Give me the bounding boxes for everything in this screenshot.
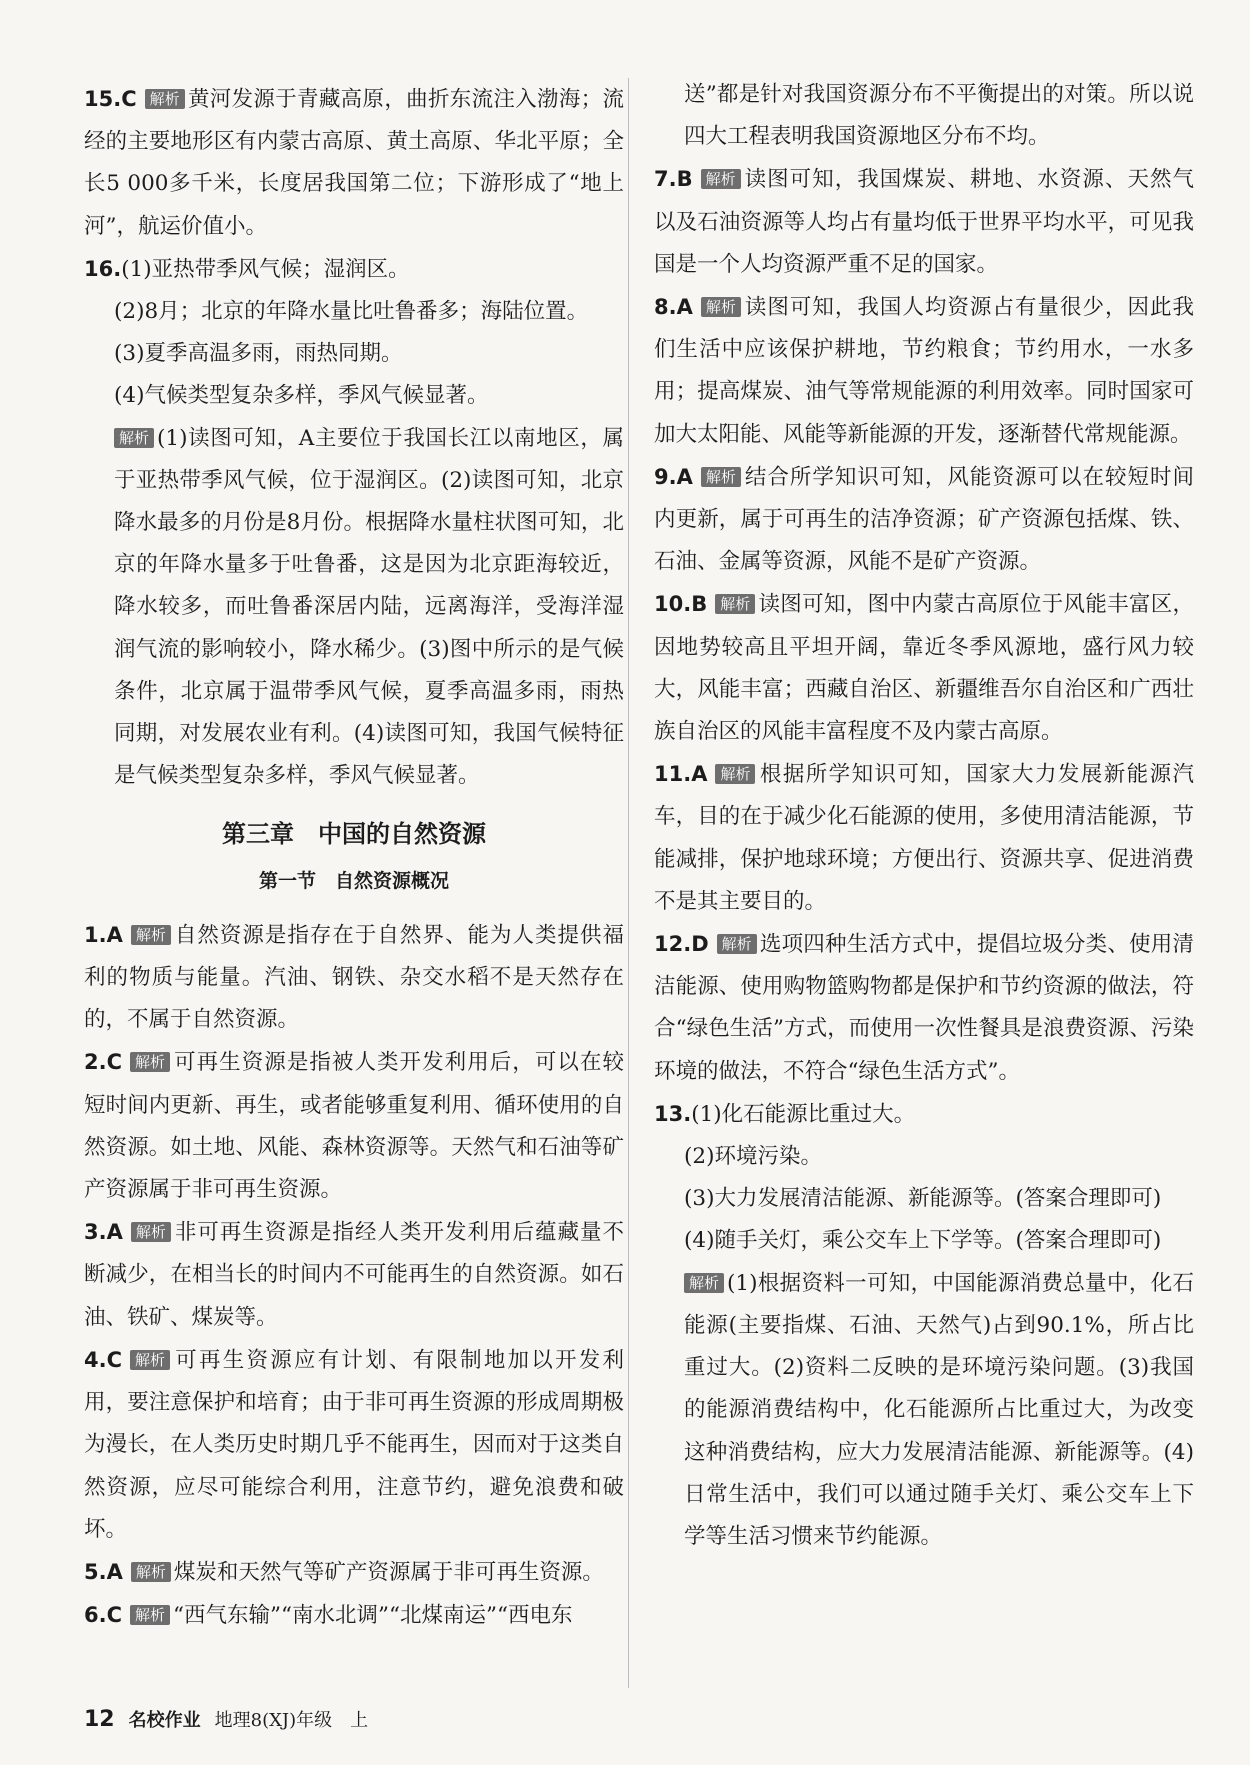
- answer-2: 2.C 解析 可再生资源是指被人类开发利用后，可以在较短时间内更新、再生，或者能够重复利用、循环使用的自然资源。如土地、风能、森林资源等。天然气和石油等矿产资源属于非可再生资源。: [84, 1050, 624, 1203]
- analysis-tag: 解析: [145, 89, 185, 109]
- answer-9: 9.A 解析 结合所学知识可知，风能资源可以在较短时间内更新，属于可再生的洁净资源；矿产资源包括煤、铁、石油、金属等资源，风能不是矿产资源。: [654, 464, 1194, 575]
- analysis-tag: 解析: [131, 925, 171, 945]
- analysis-tag: 解析: [131, 1562, 171, 1582]
- page-footer: [84, 1706, 368, 1732]
- answer-16-4: (4)气候类型复杂多样，季风气候显著。: [114, 383, 489, 409]
- answer-5: 5.A 解析 煤炭和天然气等矿产资源属于非可再生资源。: [84, 1559, 604, 1585]
- answer-1: 1.A 解析 自然资源是指存在于自然界、能为人类提供福利的物质与能量。汽油、钢铁、杂交水稻不是天然存在的，不属于自然资源。: [84, 922, 624, 1033]
- answer-16-3: (3)夏季高温多雨，雨热同期。: [114, 341, 403, 367]
- column-divider: [628, 78, 629, 1688]
- left-column: [84, 78, 624, 1637]
- chapter-title: 第三章 中国的自然资源: [222, 820, 486, 849]
- analysis-tag: 解析: [701, 169, 741, 189]
- analysis-tag: 解析: [715, 594, 755, 614]
- analysis-tag: 解析: [715, 764, 755, 784]
- analysis-tag: 解析: [131, 1222, 171, 1242]
- book-brand: 名校作业: [128, 1710, 201, 1731]
- answer-7: 7.B 解析 读图可知，我国煤炭、耕地、水资源、天然气以及石油资源等人均占有量均低于世界平均水平，可见我国是一个人均资源严重不足的国家。: [654, 167, 1194, 277]
- page-number: 12: [84, 1707, 115, 1732]
- answer-8: 8.A 解析 读图可知，我国人均资源占有量很少，因此我们生活中应该保护耕地，节约粮食；节约用水，一水多用；提高煤炭、油气等常规能源的利用效率。同时国家可加大太阳能、风能等新能源的开发，逐渐替代常规能源。: [654, 295, 1194, 447]
- answer-4: 4.C 解析 可再生资源应有计划、有限制地加以开发利用，要注意保护和培育；由于非可再生资源的形成周期极为漫长，在人类历史时期几乎不能再生，因而对于这类自然资源，应尽可能综合利用，注意节约，避免浪费和破坏。: [84, 1347, 624, 1542]
- answer-13-3: (3)大力发展清洁能源、新能源等。(答案合理即可): [684, 1186, 1162, 1212]
- analysis-tag: 解析: [717, 934, 757, 954]
- answer-13-1: 13.(1)化石能源比重过大。: [654, 1101, 916, 1127]
- answer-12: 12.D 解析 选项四种生活方式中，提倡垃圾分类、使用清洁能源、使用购物篮购物都是保护和节约资源的做法，符合“绿色生活”方式，而使用一次性餐具是浪费资源、污染环境的做法，不符合“绿色生活方式”。: [654, 932, 1194, 1084]
- answer-10: 10.B 解析 读图可知，图中内蒙古高原位于风能丰富区，因地势较高且平坦开阔，靠近冬季风源地，盛行风力较大，风能丰富；西藏自治区、新疆维吾尔自治区和广西壮族自治区的风能丰富程度不及内蒙古高原。: [654, 592, 1194, 745]
- answer-11: 11.A 解析 根据所学知识可知，国家大力发展新能源汽车，目的在于减少化石能源的使用，多使用清洁能源，节能减排，保护地球环境；方便出行、资源共享、促进消费不是其主要目的。: [654, 762, 1194, 914]
- analysis-16: 解析 (1)读图可知，A主要位于我国长江以南地区，属于亚热带季风气候，位于湿润区。(2)读图可知，北京降水最多的月份是8月份。根据降水量柱状图可知，北京的年降水量多于吐鲁番，这是因为北京距海较近，降水较多，而吐鲁番深居内陆，远离海洋，受海洋湿润气流的影响较小，降水稀少。(3)图中所示的是气候条件，北京属于温带季风气候，夏季高温多雨，雨热同期，对发展农业有利。(4)读图可知，我国气候特征是气候类型复杂多样，季风气候显著。: [114, 425, 624, 789]
- analysis-tag: 解析: [130, 1605, 170, 1625]
- answer-6-continued: 送”都是针对我国资源分布不平衡提出的对策。所以说四大工程表明我国资源地区分布不均。: [684, 82, 1194, 150]
- book-subject: 地理8(XJ)年级 上: [214, 1710, 369, 1731]
- analysis-13: 解析 (1)根据资料一可知，中国能源消费总量中，化石能源(主要指煤、石油、天然气)占到90.1%，所占比重过大。(2)资料二反映的是环境污染问题。(3)我国的能源消费结构中，化石能源所占比重过大，为改变这种消费结构，应大力发展清洁能源、新能源等。(4)日常生活中，我们可以通过随手关灯、乘公交车上下学等生活习惯来节约能源。: [684, 1270, 1194, 1549]
- analysis-tag: 解析: [701, 297, 741, 317]
- answer-6: 6.C 解析 “西气东输”“南水北调”“北煤南运”“西电东: [84, 1603, 573, 1629]
- right-column: [654, 74, 1194, 1558]
- section-title: 第一节 自然资源概况: [258, 869, 449, 892]
- analysis-tag: 解析: [684, 1273, 724, 1293]
- answer-15: 15.C 解析 黄河发源于青藏高原，曲折东流注入渤海；流经的主要地形区有内蒙古高原、黄土高原、华北平原；全长5 000多千米，长度居我国第二位；下游形成了“地上河”，航运价值小。: [84, 87, 624, 239]
- answer-3: 3.A 解析 非可再生资源是指经人类开发利用后蕴藏量不断减少，在相当长的时间内不可能再生的自然资源。如石油、铁矿、煤炭等。: [84, 1220, 624, 1330]
- answer-13-2: (2)环境污染。: [684, 1144, 822, 1170]
- analysis-tag: 解析: [114, 428, 154, 448]
- answer-13-4: (4)随手关灯，乘公交车上下学等。(答案合理即可): [684, 1228, 1162, 1254]
- answer-16-1: 16.(1)亚热带季风气候；湿润区。: [84, 256, 410, 282]
- analysis-tag: 解析: [130, 1052, 170, 1072]
- answer-16-2: (2)8月；北京的年降水量比吐鲁番多；海陆位置。: [114, 299, 589, 325]
- analysis-tag: 解析: [701, 467, 741, 487]
- analysis-tag: 解析: [130, 1350, 170, 1370]
